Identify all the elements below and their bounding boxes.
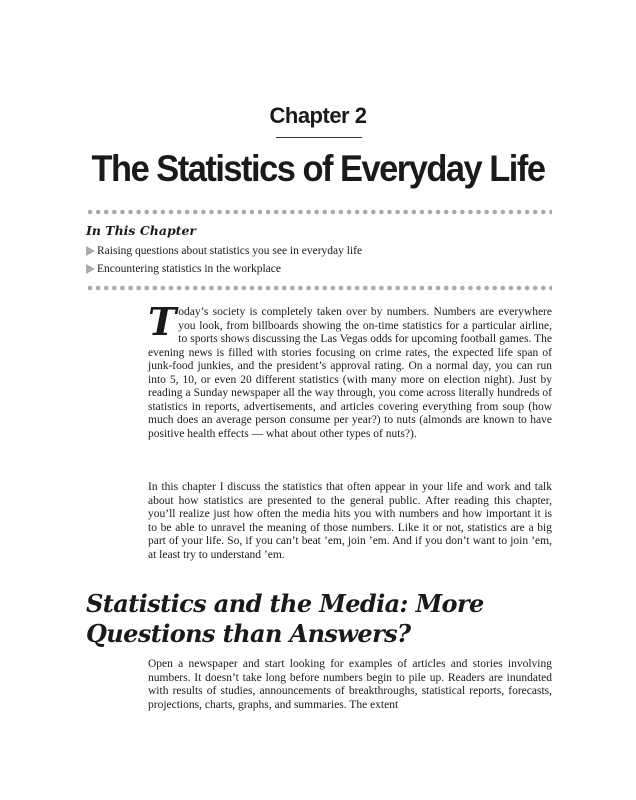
chapter-topic-item	[86, 263, 281, 275]
drop-cap: T	[148, 299, 177, 344]
intro-paragraph-1	[148, 299, 552, 441]
dotted-divider-top	[86, 209, 552, 215]
section-paragraph: Open a newspaper and start looking for examples of articles and stories involving numbers. It doesn’t take long before numbers begin to pile up. Readers are inundated with results of studies, announcements of breakthroughs, statistical reports, forecasts, projections, charts, graphs, and summaries. The extent	[148, 658, 552, 711]
chapter-topic-text: Raising questions about statistics you see in everyday life	[97, 245, 363, 257]
section-heading	[86, 589, 484, 649]
intro-paragraph-2: In this chapter I discuss the statistics that often appear in your life and work and talk about how statistics are presented to the general public. After reading this chapter, you’ll realize just how often the media hits you with numbers and how important it is to be able to unravel the meaning of those numbers. Like it or not, statistics are a big part of your life. So, if you can’t beat ’em, join ’em. And if you don’t want to join ’em, at least try to understand ’em.	[148, 481, 552, 561]
section-heading-line-1: Statistics and the Media: More	[86, 589, 484, 618]
triangle-bullet-icon	[86, 246, 95, 256]
dotted-divider-bottom	[86, 285, 552, 291]
chapter-topic-text: Encountering statistics in the workplace	[97, 263, 281, 275]
triangle-bullet-icon	[86, 264, 95, 274]
section-heading-line-2: Questions than Answers?	[86, 619, 411, 648]
chapter-topic-item	[86, 245, 362, 257]
chapter-underline	[276, 137, 362, 138]
chapter-number: Chapter 2	[269, 103, 367, 128]
in-this-chapter-heading: In This Chapter	[86, 223, 197, 238]
intro-paragraph-1-text: oday’s society is completely taken over by numbers. Numbers are everywhere you look, from billboards showing the on-time statistics for a particular airline, to sports shows discussing the Las Vegas odds for upcoming football games. The evening news is filled with stories focusing on crime rates, the expected life span of junk-food junkies, and the president’s approval rating. On a normal day, you can run into 5, 10, or even 20 different statistics (with many more on election night). Just by reading a Sunday newspaper all the way through, you come across literally hundreds of statistics in reports, advertisements, and articles covering everything from soup (how much does an average person consume per year?) to nuts (almonds are known to have positive health effects — what about other types of nuts?).	[148, 306, 552, 440]
chapter-title: The Statistics of Everyday Life	[91, 148, 545, 189]
